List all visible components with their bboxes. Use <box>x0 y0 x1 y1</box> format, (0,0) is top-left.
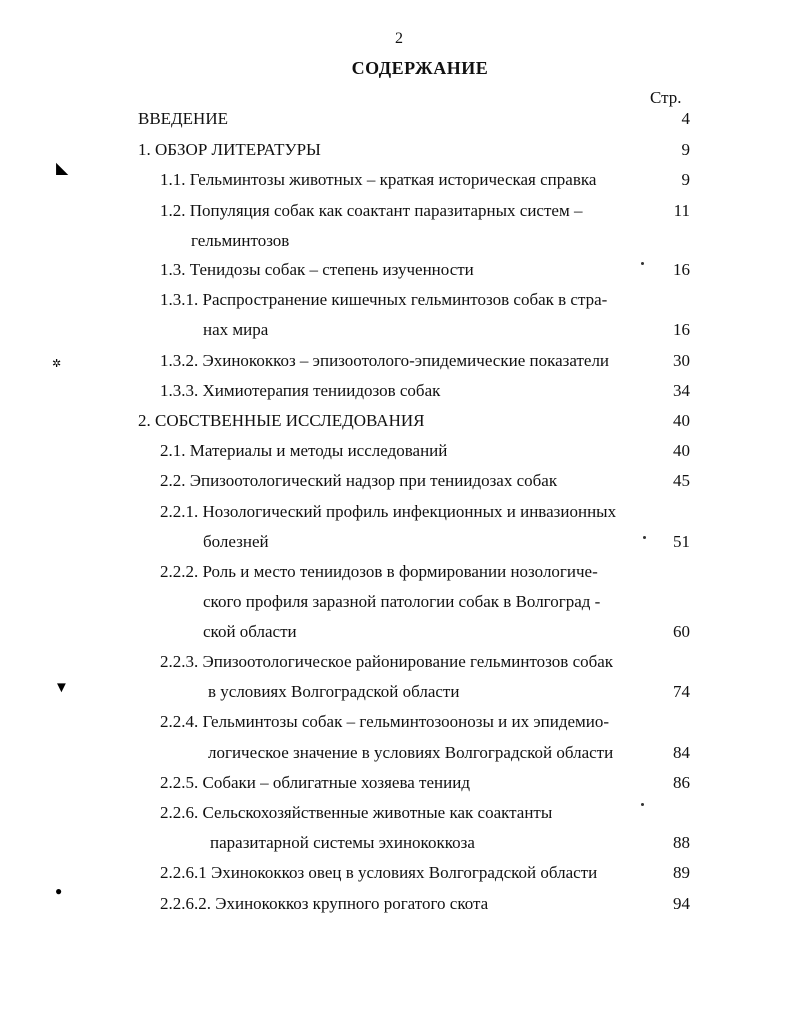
toc-page-1-1: 9 <box>681 170 690 189</box>
toc-entry-2-2-2-cont2: ской области <box>203 622 297 641</box>
scan-speck-mark: ▼ <box>54 680 69 696</box>
toc-entry-2-2-6: 2.2.6. Сельскохозяйственные животные как соактанты <box>160 803 553 822</box>
toc-entry-intro: ВВЕДЕНИЕ <box>138 109 228 128</box>
toc-entry-2-2-6-2: 2.2.6.2. Эхинококкоз крупного рогатого скота <box>160 894 489 913</box>
toc-page-2-2-3: 74 <box>673 682 690 701</box>
toc-entry-2-2-3: 2.2.3. Эпизоотологическое районирование гельминтозов собак <box>160 652 614 671</box>
toc-page-2-2-4: 84 <box>673 743 690 762</box>
toc-entry-2-2-1-cont: болезней <box>203 532 269 551</box>
page-column-header: Стр. <box>650 88 682 107</box>
toc-page-1: 9 <box>681 140 690 159</box>
toc-page-1-2: 11 <box>673 201 690 220</box>
toc-entry-2-2-4: 2.2.4. Гельминтозы собак – гельминтозоонозы и их эпидемио- <box>160 712 610 731</box>
toc-entry-1: 1. ОБЗОР ЛИТЕРАТУРЫ <box>138 140 321 159</box>
toc-page-intro: 4 <box>681 109 690 128</box>
scan-dot <box>641 803 644 806</box>
toc-entry-2-1: 2.1. Материалы и методы исследований <box>160 441 448 460</box>
scan-speck-mark: ✲ <box>52 358 62 370</box>
toc-entry-1-2-cont: гельминтозов <box>191 231 290 250</box>
toc-page-2-2-5: 86 <box>673 773 690 792</box>
toc-entry-1-1: 1.1. Гельминтозы животных – краткая историческая справка <box>160 170 597 189</box>
toc-entry-1-3-3: 1.3.3. Химиотерапия тениидозов собак <box>160 381 441 400</box>
toc-page-2-2-6: 88 <box>673 833 690 852</box>
toc-entry-2-2-2: 2.2.2. Роль и место тениидозов в формировании нозологиче- <box>160 562 598 581</box>
toc-page-2-2-1: 51 <box>673 532 690 551</box>
toc-page-2-2: 45 <box>673 471 690 490</box>
toc-entry-2: 2. СОБСТВЕННЫЕ ИССЛЕДОВАНИЯ <box>138 411 425 430</box>
scan-speck-mark: ● <box>55 884 63 898</box>
toc-entry-2-2-3-cont: в условиях Волгоградской области <box>208 682 460 701</box>
toc-entry-1-3-2: 1.3.2. Эхинококкоз – эпизоотолого-эпидемические показатели <box>160 351 610 370</box>
toc-page-2-2-2: 60 <box>673 622 690 641</box>
toc-entry-2-2-5: 2.2.5. Собаки – облигатные хозяева тениид <box>160 773 470 792</box>
scan-speck-mark: ◣ <box>56 160 69 177</box>
toc-page-2: 40 <box>673 411 690 430</box>
toc-page-1-3-3: 34 <box>673 381 690 400</box>
toc-entry-1-3-1-cont: нах мира <box>203 320 269 339</box>
toc-page-2-1: 40 <box>673 441 690 460</box>
toc-page-1-3-1: 16 <box>673 320 690 339</box>
toc-entry-1-3: 1.3. Тенидозы собак – степень изученности <box>160 260 474 279</box>
scan-dot <box>641 262 644 265</box>
page-title: СОДЕРЖАНИЕ <box>351 58 489 78</box>
toc-entry-2-2-1: 2.2.1. Нозологический профиль инфекционных и инвазионных <box>160 502 617 521</box>
toc-entry-2-2-6-1: 2.2.6.1 Эхинококкоз овец в условиях Волгоградской области <box>160 863 598 882</box>
toc-page-2-2-6-1: 89 <box>673 863 690 882</box>
toc-page-1-3: 16 <box>673 260 690 279</box>
scan-dot <box>643 536 646 539</box>
toc-entry-2-2-2-cont: ского профиля заразной патологии собак в Волгоград - <box>203 592 601 611</box>
toc-entry-1-3-1: 1.3.1. Распространение кишечных гельминтозов собак в стра- <box>160 290 608 309</box>
page-number: 2 <box>395 30 403 47</box>
toc-entry-2-2: 2.2. Эпизоотологический надзор при тениидозах собак <box>160 471 558 490</box>
toc-page-2-2-6-2: 94 <box>673 894 690 913</box>
toc-entry-1-2: 1.2. Популяция собак как соактант паразитарных систем – <box>160 201 583 220</box>
toc-entry-2-2-6-cont: паразитарной системы эхинококкоза <box>210 833 475 852</box>
toc-entry-2-2-4-cont: логическое значение в условиях Волгоградской области <box>208 743 614 762</box>
toc-page-1-3-2: 30 <box>673 351 690 370</box>
